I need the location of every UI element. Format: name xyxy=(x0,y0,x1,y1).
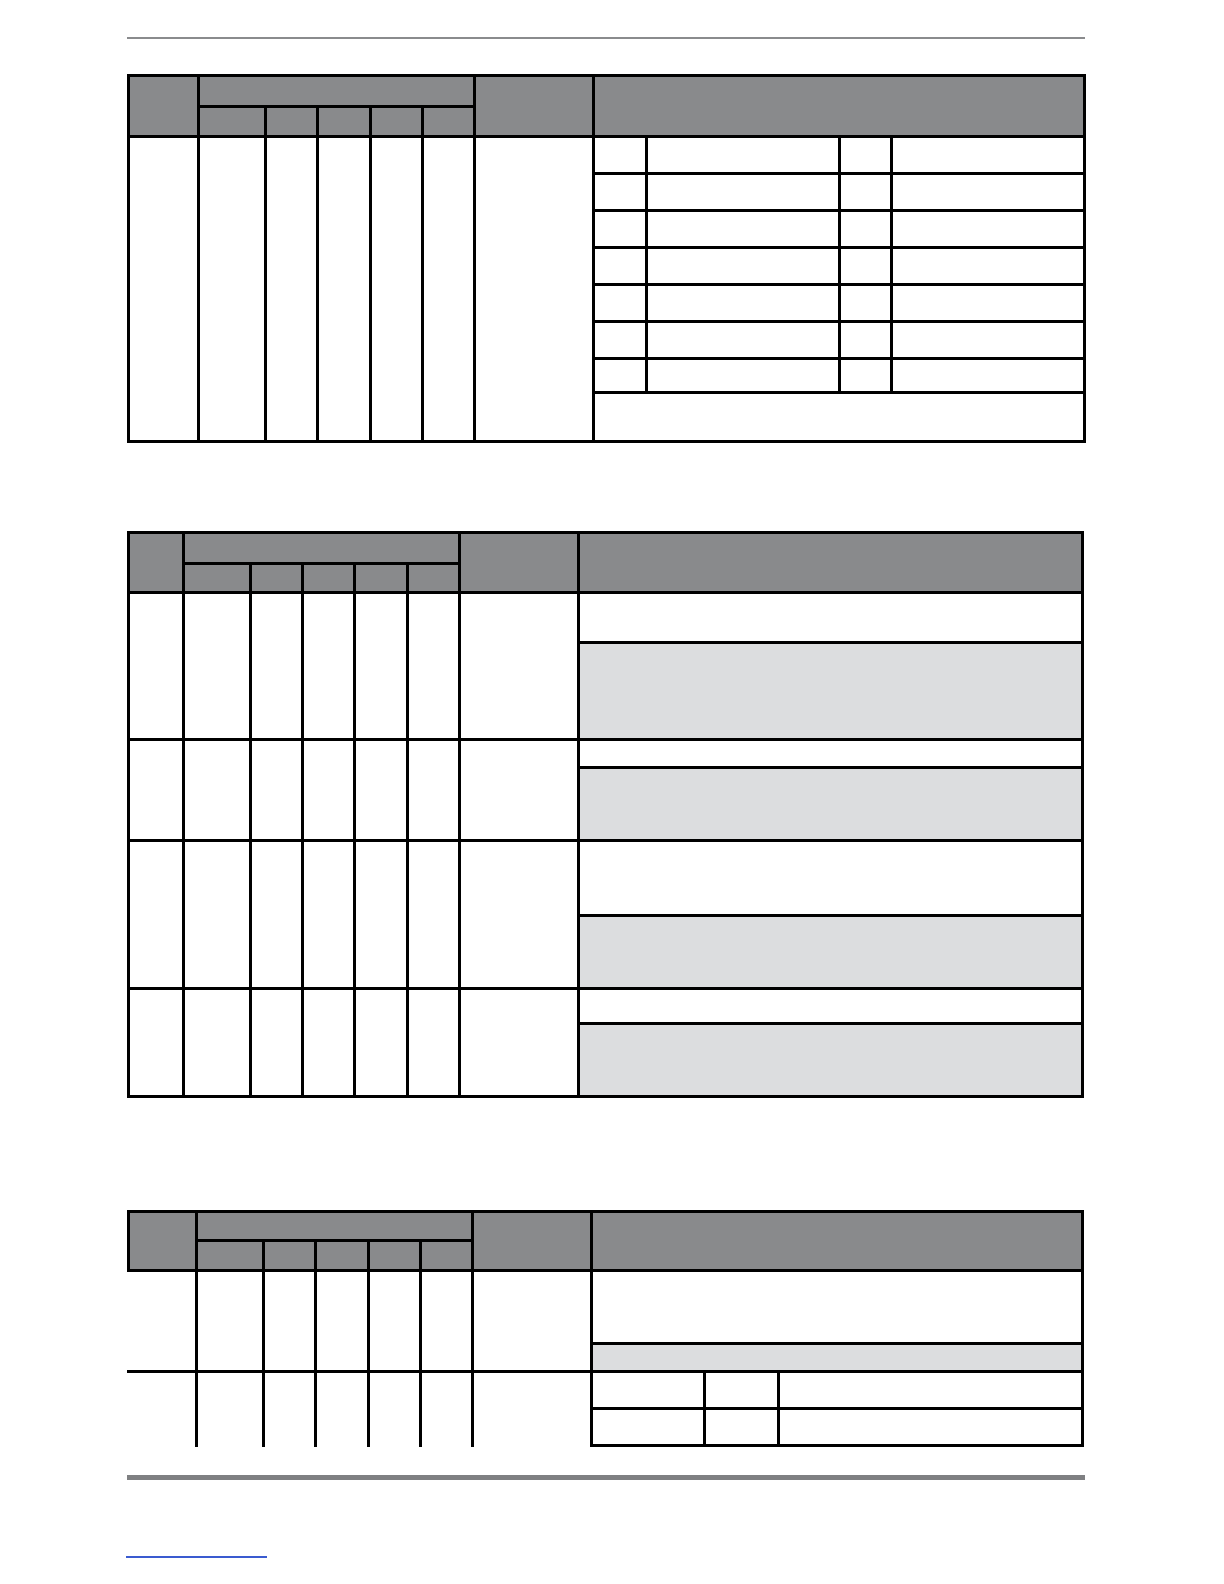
table-3-col-line xyxy=(262,1239,265,1447)
table-1-col-line xyxy=(369,105,372,440)
table-1-inner-row xyxy=(592,391,1083,394)
table-3-sub-row xyxy=(590,1342,1084,1345)
table-2-row-sep xyxy=(130,987,1081,990)
table-2-sub-row xyxy=(577,641,1081,644)
table-1 xyxy=(127,74,1086,443)
table-3-col-line xyxy=(471,1210,474,1447)
table-1-inner-row xyxy=(592,209,1083,212)
table-2-shaded-cell xyxy=(580,1025,1081,1095)
table-2-header-subrule xyxy=(182,562,459,565)
table-1-col-line xyxy=(197,77,200,440)
table-3-col-line xyxy=(367,1239,370,1447)
table-3-col-line xyxy=(314,1239,317,1447)
table-1-inner-row xyxy=(592,246,1083,249)
table-2-shaded-cell xyxy=(580,917,1081,987)
table-3 xyxy=(127,1210,1084,1447)
table-2-col-line xyxy=(353,562,356,1095)
table-2-shaded-cell xyxy=(580,769,1081,839)
table-2-row-sep xyxy=(130,839,1081,842)
table-3-col-line xyxy=(195,1210,198,1447)
table-1-col-line xyxy=(316,105,319,440)
table-2-sub-row xyxy=(577,766,1081,769)
table-1-col-line xyxy=(473,77,476,440)
table-1-inner-row xyxy=(592,283,1083,286)
table-2 xyxy=(127,531,1084,1098)
table-2-header-bottom xyxy=(130,591,1081,594)
table-2-col-line xyxy=(406,562,409,1095)
table-2-col-line xyxy=(249,562,252,1095)
table-1-inner-row xyxy=(592,357,1083,360)
table-1-header-bottom xyxy=(130,135,1083,138)
table-3-inner-bottom xyxy=(590,1444,1084,1447)
table-3-header-bottom xyxy=(127,1269,1084,1272)
table-2-sub-row xyxy=(577,914,1081,917)
table-3-left-border xyxy=(127,1210,130,1270)
bottom-rule xyxy=(127,1475,1085,1480)
table-1-inner-row xyxy=(592,172,1083,175)
table-3-col-line xyxy=(419,1239,422,1447)
table-2-sub-row xyxy=(577,1022,1081,1025)
footer-link[interactable] xyxy=(126,1556,267,1558)
table-2-row-sep xyxy=(130,738,1081,741)
table-3-shaded-cell xyxy=(593,1345,1081,1370)
table-3-row-sep xyxy=(127,1370,1084,1373)
table-3-col-line xyxy=(590,1210,593,1447)
table-3-header-subrule xyxy=(195,1239,472,1242)
table-1-col-line xyxy=(592,77,595,440)
table-1-col-line xyxy=(264,105,267,440)
table-1-header-subrule xyxy=(197,105,475,108)
table-2-shaded-cell xyxy=(580,644,1081,739)
table-2-col-line xyxy=(182,534,185,1095)
table-2-col-line xyxy=(458,534,461,1095)
table-3-top-border xyxy=(127,1210,1084,1213)
table-1-inner-row xyxy=(592,320,1083,323)
table-3-inner-row xyxy=(590,1407,1084,1410)
top-rule xyxy=(127,37,1085,39)
table-1-col-line xyxy=(421,105,424,440)
table-3-right-border xyxy=(1081,1210,1084,1374)
table-2-col-line xyxy=(301,562,304,1095)
